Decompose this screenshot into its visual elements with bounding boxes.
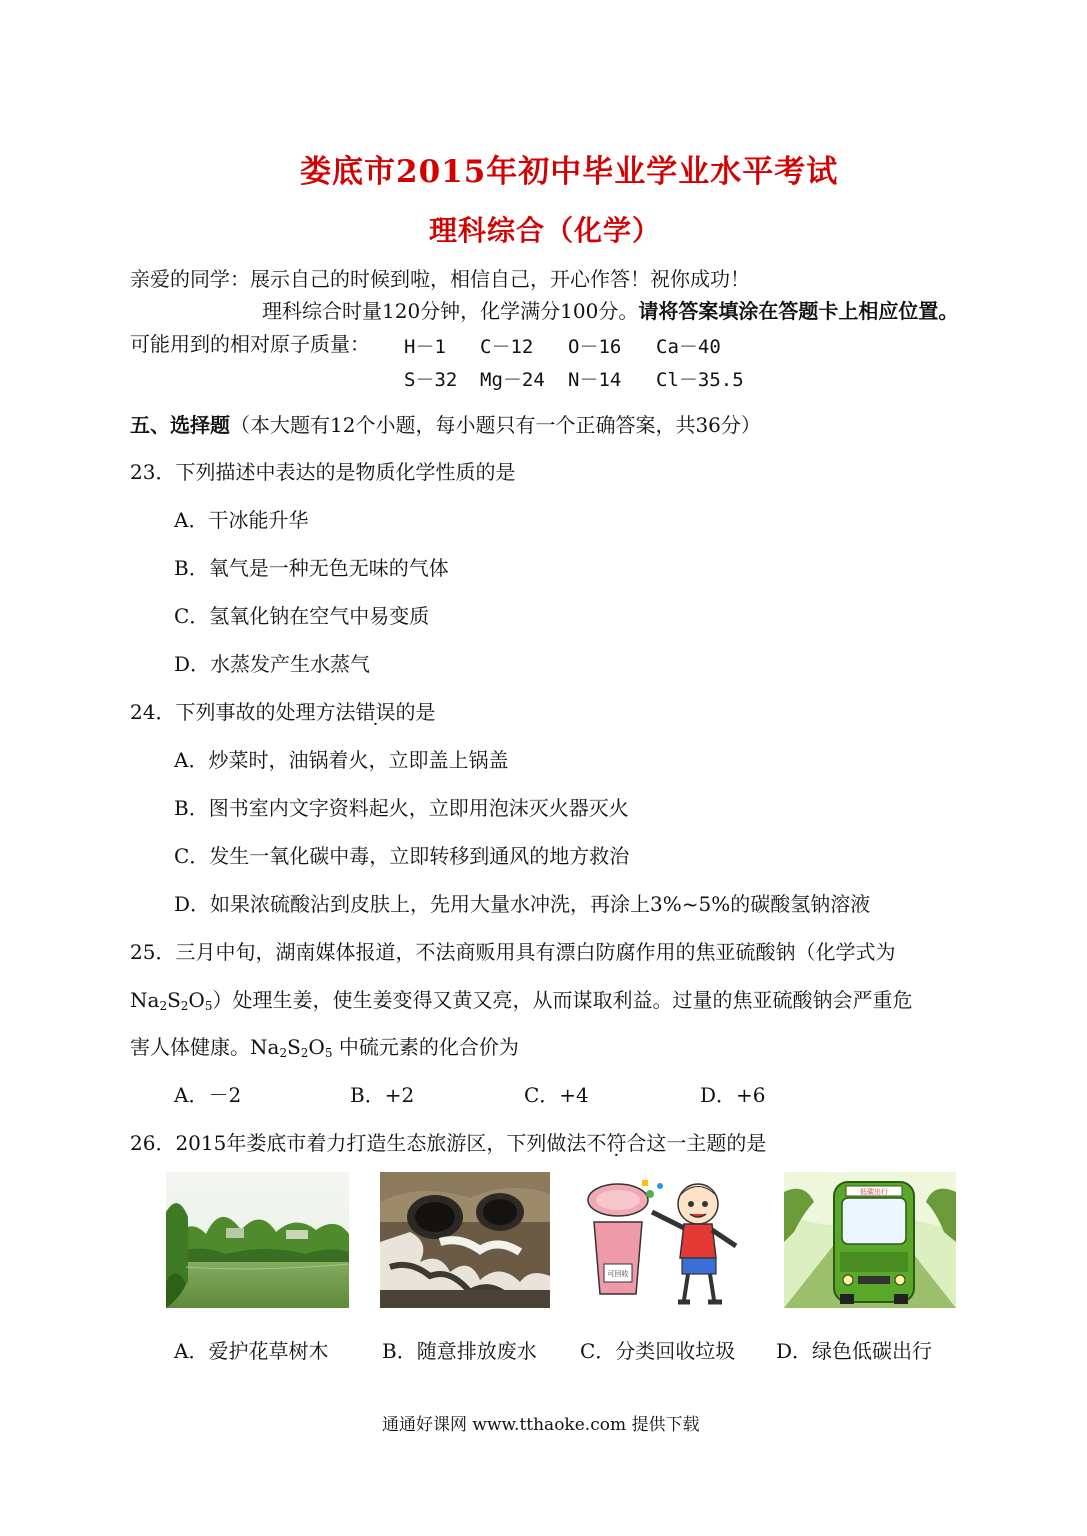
intro-greeting: 亲爱的同学：展示自己的时候到啦，相信自己，开心作答！祝你成功！ <box>130 267 750 291</box>
formula-sub-2: 2 <box>159 999 168 1013</box>
intro-answer-instruction: 请将答案填涂在答题卡上相应位置。 <box>638 299 959 323</box>
q24-stem-pre: 24．下列事故的处理方法 <box>130 700 356 724</box>
caption-b: B．随意排放废水 <box>382 1339 537 1363</box>
page-footer: 通通好课网 www.tthaoke.com 提供下载 <box>382 1415 700 1435</box>
q25-line2-rest: ）处理生姜，使生姜变得又黄又亮，从而谋取利益。过量的焦亚硫酸钠会严重危 <box>212 988 913 1012</box>
q24-emphasis: 错误 <box>355 700 396 724</box>
page-title: 娄底市2015年初中毕业学业水平考试 <box>300 154 839 190</box>
q24-stem <box>130 699 435 725</box>
formula2-o: O <box>308 1035 325 1059</box>
q25-option-b: B．+2 <box>350 1083 415 1107</box>
formula-sub-2b: 2 <box>180 999 189 1013</box>
formula-na: Na <box>130 988 160 1012</box>
formula2-sub-2b: 2 <box>300 1046 309 1060</box>
formula2-sub-5: 5 <box>324 1046 333 1060</box>
q25-option-d: D．+6 <box>700 1083 766 1107</box>
atomic-mass-label: 可能用到的相对原子质量： <box>130 332 370 356</box>
atomic-mass-2: O－16 <box>568 336 622 358</box>
section-title: 五、选择题 <box>130 413 230 437</box>
caption-a: A．爱护花草树木 <box>174 1339 329 1363</box>
recycle-cartoon-image <box>580 1172 750 1310</box>
atomic-mass-1: C－12 <box>480 336 534 358</box>
q25-option-c: C．+4 <box>524 1083 589 1107</box>
q23-option-a: A．干冰能升华 <box>174 508 309 532</box>
wastewater-image <box>380 1172 550 1308</box>
formula-sub-5: 5 <box>204 999 213 1013</box>
formula2-s: S <box>287 1035 301 1059</box>
q24-option-b: B．图书室内文字资料起火，立即用泡沫灭火器灭火 <box>174 796 629 820</box>
q25-line1: 25．三月中旬，湖南媒体报道，不法商贩用具有漂白防腐作用的焦亚硫酸钠（化学式为 <box>130 940 896 964</box>
section-heading <box>130 412 761 438</box>
q25-line2 <box>130 987 912 1019</box>
q25-line3-post: 中硫元素的化合价为 <box>332 1035 519 1059</box>
caption-c: C．分类回收垃圾 <box>580 1339 736 1363</box>
q26-emphasis: 不符合 <box>586 1131 647 1155</box>
q26-stem-post: 这一主题的是 <box>646 1131 767 1155</box>
formula2-sub-2: 2 <box>279 1046 288 1060</box>
atomic-mass-5: Mg－24 <box>480 369 545 391</box>
bin-label: 可回收 <box>607 1270 629 1278</box>
q23-stem: 23．下列描述中表达的是物质化学性质的是 <box>130 460 516 484</box>
q25-option-a: A．－2 <box>174 1083 242 1107</box>
q23-option-b: B．氧气是一种无色无味的气体 <box>174 556 449 580</box>
formula2-na: Na <box>250 1035 280 1059</box>
atomic-mass-7: Cl－35.5 <box>656 369 744 391</box>
q23-option-c: C．氢氧化钠在空气中易变质 <box>174 604 430 628</box>
bus-sign: 低碳出行 <box>860 1188 888 1196</box>
intro-time-note <box>262 298 958 324</box>
q26-stem <box>130 1130 766 1156</box>
q26-stem-pre: 26．2015年娄底市着力打造生态旅游区，下列做法 <box>130 1131 587 1155</box>
park-lake-image <box>166 1172 349 1308</box>
q25-line3-pre: 害人体健康。 <box>130 1035 250 1059</box>
q25-line3 <box>130 1034 519 1066</box>
q24-option-a: A．炒菜时，油锅着火，立即盖上锅盖 <box>174 748 509 772</box>
section-note: （本大题有12个小题，每小题只有一个正确答案，共36分） <box>230 413 761 437</box>
q24-option-d: D．如果浓硫酸沾到皮肤上，先用大量水冲洗，再涂上3%~5%的碳酸氢钠溶液 <box>174 892 871 916</box>
green-bus-image <box>784 1172 956 1308</box>
q24-option-c: C．发生一氧化碳中毒，立即转移到通风的地方救治 <box>174 844 630 868</box>
formula-s: S <box>167 988 181 1012</box>
q24-stem-post: 的是 <box>395 700 436 724</box>
atomic-mass-3: Ca－40 <box>656 336 721 358</box>
intro-time-text: 理科综合时量120分钟，化学满分100分。 <box>262 299 639 323</box>
atomic-mass-0: H－1 <box>404 336 446 358</box>
atomic-mass-4: S－32 <box>404 369 458 391</box>
q25-formula-2 <box>250 1035 332 1059</box>
caption-d: D．绿色低碳出行 <box>776 1339 933 1363</box>
atomic-mass-6: N－14 <box>568 369 622 391</box>
q25-formula <box>130 988 212 1012</box>
q23-option-d: D．水蒸发产生水蒸气 <box>174 652 371 676</box>
formula-o: O <box>188 988 205 1012</box>
page-subtitle: 理科综合（化学） <box>429 214 662 247</box>
